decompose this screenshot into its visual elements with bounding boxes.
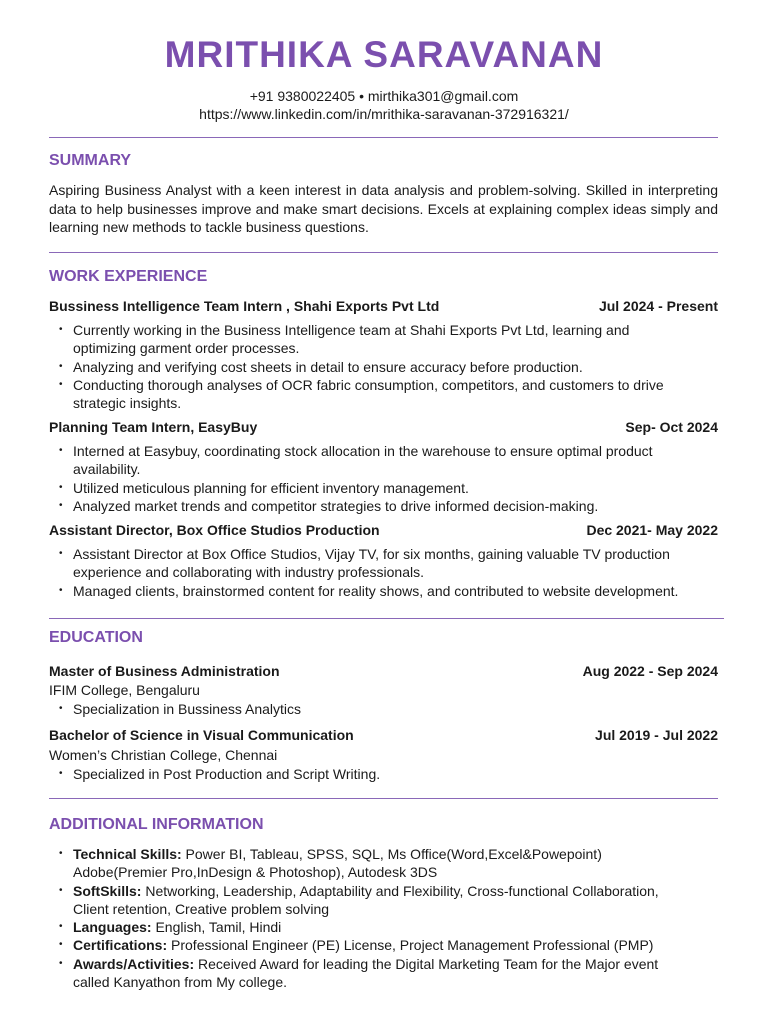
list-item: • Currently working in the Business Intelligence team at Shahi Exports Pvt Ltd, learning and optimizing garment order processes. (49, 321, 689, 358)
divider (49, 798, 718, 799)
list-item: • Utilized meticulous planning for efficient inventory management. (49, 479, 689, 497)
list-item: • Specialized in Post Production and Script Writing. (49, 765, 689, 783)
item-label: SoftSkills: (73, 882, 142, 899)
job-header (49, 521, 718, 539)
list-item: • Assistant Director at Box Office Studios, Vijay TV, for six months, gaining valuable TV production experience and collaborating with industry professionals. (49, 545, 689, 582)
summary-text: Aspiring Business Analyst with a keen interest in data analysis and problem-solving. Skilled in interpreting data to help businesses improve and make smart decisions. Excels at explaining complex ideas simply and learning new methods to tackle business questions. (49, 182, 718, 235)
item-label: Languages: (73, 919, 152, 936)
degree-title: Master of Business Administration (49, 663, 280, 679)
work-experience-heading: WORK EXPERIENCE (49, 268, 208, 285)
school-name: Women’s Christian College, Chennai (49, 747, 278, 763)
list-item: • Analyzed market trends and competitor strategies to drive informed decision-making. (49, 497, 689, 515)
list-item (49, 955, 689, 992)
list-item (49, 845, 689, 882)
candidate-name: MRITHIKA SARAVANAN (164, 34, 604, 75)
item-label: Certifications: (73, 937, 168, 954)
education-bullets (49, 700, 689, 718)
item-text: Professional Engineer (PE) License, Project Management Professional (PMP) (167, 937, 654, 954)
school-name: IFIM College, Bengaluru (49, 682, 200, 698)
job-title: Planning Team Intern, EasyBuy (49, 419, 258, 435)
degree-title: Bachelor of Science in Visual Communication (49, 727, 354, 743)
job-header (49, 418, 718, 436)
divider (49, 618, 724, 619)
list-item: • Managed clients, brainstormed content for reality shows, and contributed to website development. (49, 582, 689, 600)
education-dates: Jul 2019 - Jul 2022 (595, 727, 718, 743)
education-header (49, 662, 718, 680)
additional-info-list (49, 845, 689, 991)
education-bullets (49, 765, 689, 783)
item-text: English, Tamil, Hindi (151, 919, 282, 936)
list-item: • Interned at Easybuy, coordinating stock allocation in the warehouse to ensure optimal product availability. (49, 442, 689, 479)
linkedin-url[interactable]: https://www.linkedin.com/in/mrithika-saravanan-372916321/ (199, 106, 569, 122)
list-item (49, 918, 689, 936)
divider (49, 137, 718, 138)
job-title: Bussiness Intelligence Team Intern , Shahi Exports Pvt Ltd (49, 298, 440, 314)
item-text: Received Award for leading the Digital Marketing Team for the Major event called Kanyathon from My college. (73, 955, 659, 991)
item-text: Power BI, Tableau, SPSS, SQL, Ms Office(Word,Excel&Powepoint) Adobe(Premier Pro,InDesign & Photoshop), Autodesk 3DS (73, 846, 602, 881)
education-dates: Aug 2022 - Sep 2024 (582, 663, 718, 679)
job-header (49, 297, 718, 315)
job-bullets (49, 545, 689, 600)
list-item (49, 936, 689, 954)
job-dates: Sep- Oct 2024 (625, 419, 718, 435)
education-header (49, 726, 718, 744)
job-dates: Jul 2024 - Present (598, 298, 718, 314)
additional-info-heading: ADDITIONAL INFORMATION (49, 816, 264, 833)
summary-heading: SUMMARY (49, 152, 132, 169)
list-item: • Conducting thorough analyses of OCR fabric consumption, competitors, and customers to drive strategic insights. (49, 376, 689, 413)
education-heading: EDUCATION (49, 629, 143, 646)
job-dates: Dec 2021- May 2022 (586, 522, 718, 538)
divider (49, 252, 718, 253)
job-title: Assistant Director, Box Office Studios Production (49, 522, 380, 538)
item-text: Networking, Leadership, Adaptability and Flexibility, Cross-functional Collaboration, Client retention, Creative problem solving (73, 882, 659, 917)
list-item: • Analyzing and verifying cost sheets in detail to ensure accuracy before production. (49, 358, 689, 376)
list-item: • Specialization in Bussiness Analytics (49, 700, 689, 718)
job-bullets (49, 442, 689, 515)
job-bullets (49, 321, 689, 412)
list-item (49, 882, 689, 919)
item-label: Awards/Activities: (73, 955, 195, 972)
contact-line: +91 9380022405 • mirthika301@gmail.com (249, 88, 519, 104)
item-label: Technical Skills: (73, 846, 182, 862)
